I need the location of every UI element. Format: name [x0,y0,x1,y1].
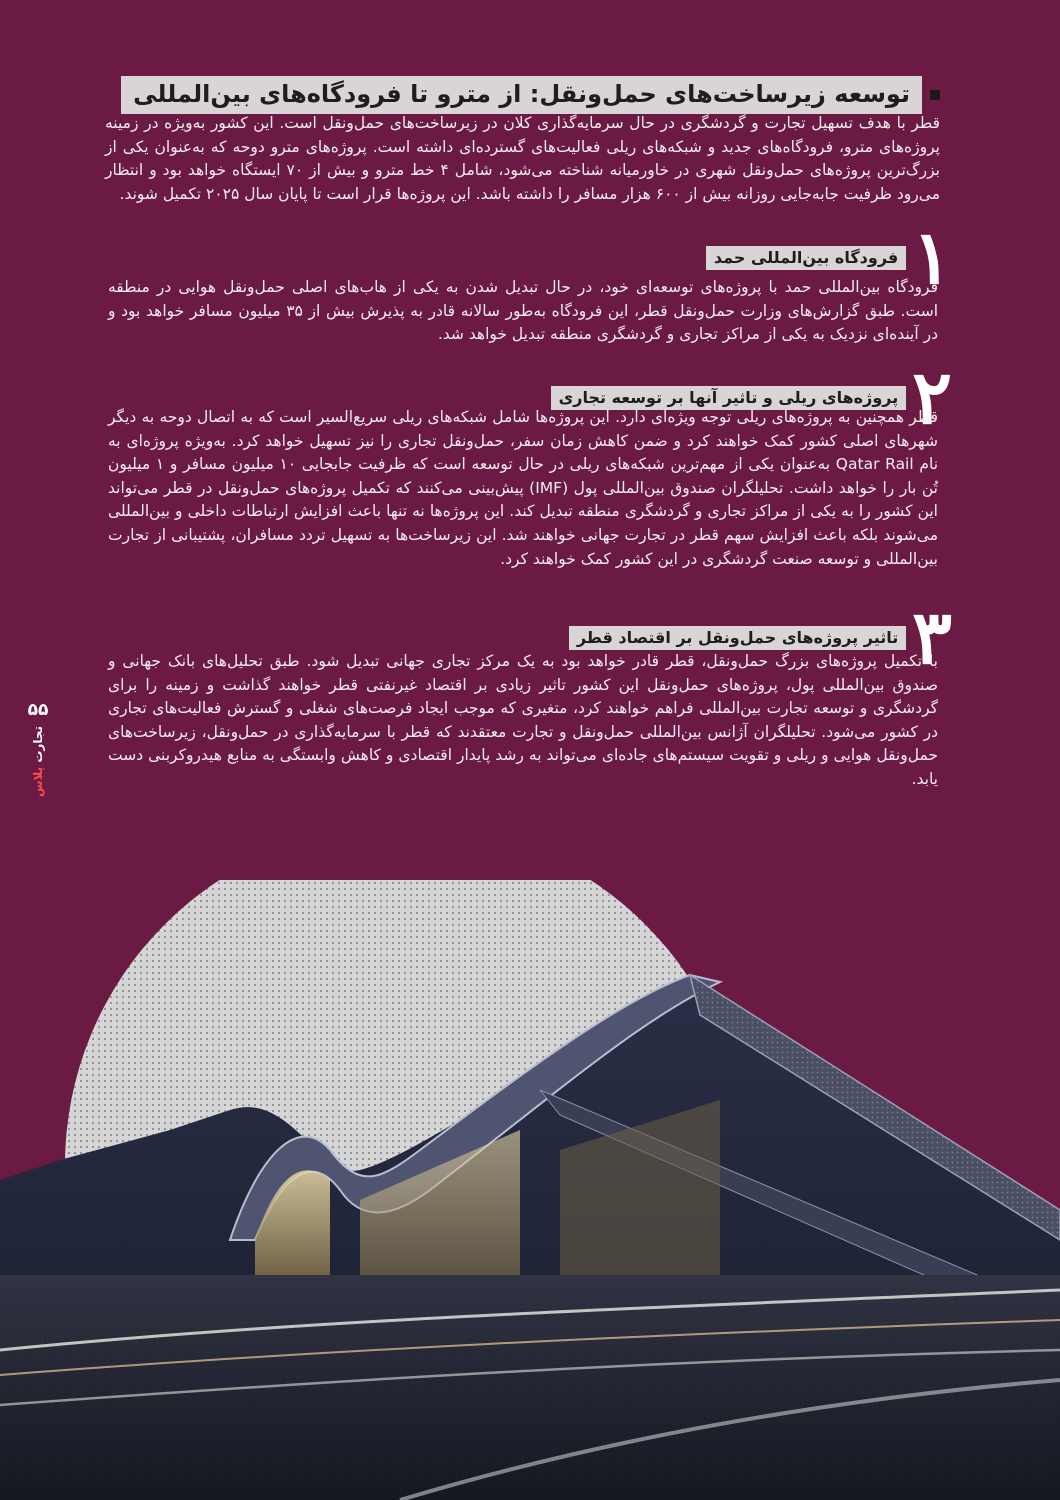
road-halftone-overlay [0,1275,1060,1500]
section-3-title: تاثیر پروژه‌های حمل‌ونقل بر اقتصاد قطر [569,626,906,650]
page-number: ۵۵ [27,700,49,720]
section-2-number: ۲ [912,355,952,441]
title-bullet-icon [930,90,940,100]
section-1-number: ۱ [912,215,952,301]
section-1-title: فرودگاه بین‌المللی حمد [706,246,906,270]
section-1-body: فرودگاه بین‌المللی حمد با پروژه‌های توسعه‌ای خود، در حال تبدیل شدن به یکی از هاب‌های اصلی حمل‌ونقل هوایی در منطقه است. طبق گزارش‌های وزارت حمل‌ونقل قطر، این فرودگاه به‌طور سالانه قادر به پذیرش بیش از ۳۵ میلیون مسافر خواهد بود و در آینده‌ای نزدیک به یکی از مراکز تجاری و گردشگری منطقه تبدیل خواهد شد. [108,278,938,344]
section-2-title: پروژه‌های ریلی و تاثیر آنها بر توسعه تجاری [551,386,907,410]
section-2-body: قطر همچنین به پروژه‌های ریلی توجه ویژه‌ای دارد. این پروژه‌ها شامل شبکه‌های ریلی سریع‌السیر است که به اتصال دوحه به دیگر شهرهای اصلی کشور کمک خواهند کرد و ضمن کاهش زمان سفر، حمل‌ونقل تجاری را نیز تسهیل خواهد کرد. به‌ویژه پروژه‌ای به نام Qatar Rail به‌عنوان یکی از مهم‌ترین شبکه‌های ریلی در حال توسعه است که ظرفیت جابجایی ۱۰ میلیون مسافر و ۱ میلیون تُن بار را خواهد داشت. تحلیلگران صندوق بین‌المللی پول (IMF) پیش‌بینی می‌کنند که تکمیل پروژه‌های حمل‌ونقل در قطر می‌تواند این کشور را به یکی از مراکز تجاری و گردشگری منطقه تبدیل کند. این پروژه‌ها نه تنها باعث افزایش ارتباطات داخلی و بین‌المللی می‌شوند بلکه باعث افزایش سهم قطر در تجارت جهانی خواهند شد. این زیرساخت‌ها به تسهیل تردد مسافران، پشتیبانی از تجارت بین‌المللی و توسعه صنعت گردشگری در این کشور کمک خواهند کرد. [108,408,939,568]
brand-logo [31,726,45,797]
brand-logo-part-a: تجارت [31,726,45,763]
section-3-body: با تکمیل پروژه‌های بزرگ حمل‌ونقل، قطر قادر خواهد بود به یک مرکز تجاری جهانی تبدیل شود. طبق تحلیل‌های بانک جهانی و صندوق بین‌المللی پول، پروژه‌های حمل‌ونقل این کشور تاثیر زیادی بر اقتصاد غیرنفتی قطر خواهند گذاشت و زمینه را برای گردشگری و توسعه تجارت بین‌المللی فراهم خواهند کرد، متغیری که موجب ایجاد فرصت‌های شغلی و گسترش فعالیت‌های تجاری در کشور می‌شود. تحلیلگران آژانس بین‌المللی حمل‌ونقل و تجارت معتقدند که قطر با سرمایه‌گذاری در حمل‌ونقل، زیرساخت‌های حمل‌ونقل هوایی و ریلی و تقویت سیستم‌های جاده‌ای می‌تواند به رشد پایدار اقتصادی و کاهش وابستگی به منابع هیدروکربنی دست یابد. [108,652,938,788]
main-title-text: توسعه زیرساخت‌های حمل‌ونقل: از مترو تا فرودگاه‌های بین‌المللی [121,76,922,114]
section-3-number: ۳ [912,595,952,681]
page-folio [20,700,56,797]
main-title [121,76,940,114]
intro-paragraph: قطر با هدف تسهیل تجارت و گردشگری در حال سرمایه‌گذاری کلان در زیرساخت‌های حمل‌ونقل است. این کشور به‌ویژه در زمینه پروژه‌های مترو، فرودگاه‌های جدید و شبکه‌های ریلی فعالیت‌های گسترده‌ای داشته است. پروژه‌های مترو دوحه که به‌عنوان یکی از بزرگ‌ترین پروژه‌های حمل‌ونقل شهری در خاورمیانه شناخته می‌شود، شامل ۴ خط مترو و بیش از ۷۰ ایستگاه خواهد بود و انتظار می‌رود ظرفیت جابه‌جایی روزانه بیش از ۶۰۰ هزار مسافر را داشته باشد. این پروژه‌ها قرار است تا پایان سال ۲۰۲۵ تکمیل شوند. [105,114,940,203]
airport-terminal-illustration [0,880,1060,1500]
brand-logo-part-b: پلاس [31,766,45,798]
